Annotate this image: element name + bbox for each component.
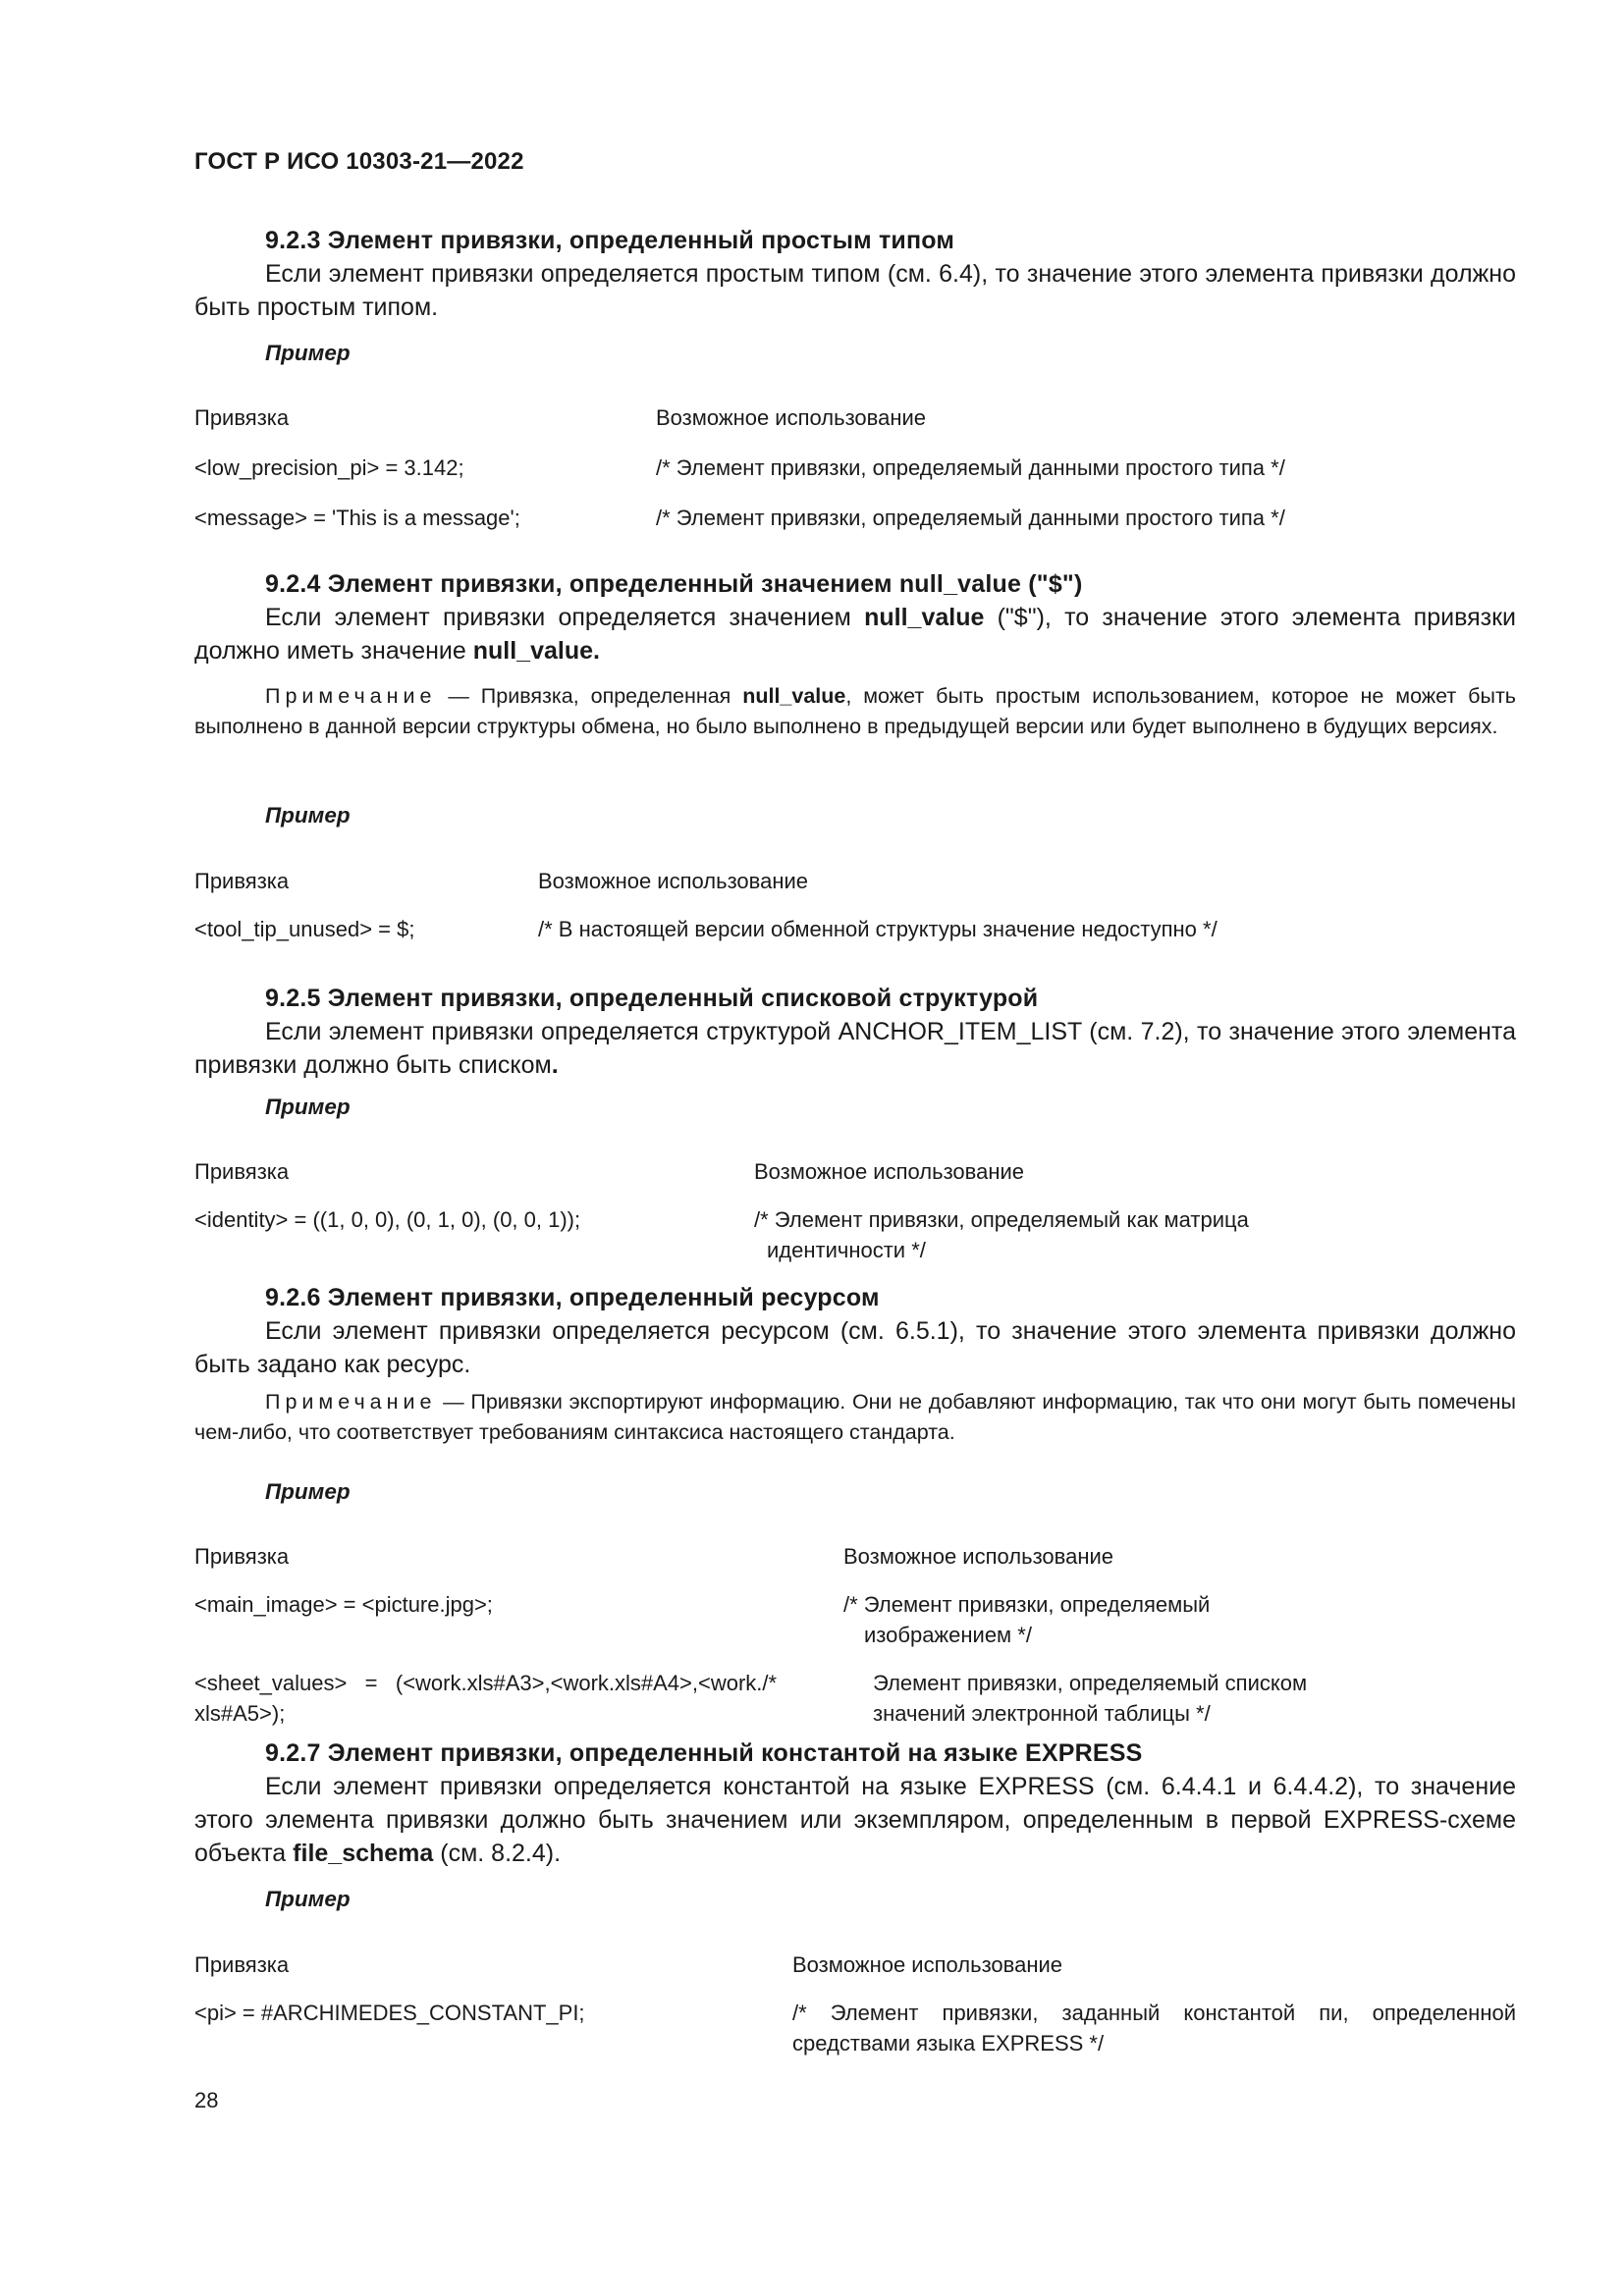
example-label: Пример bbox=[265, 1095, 351, 1119]
section-9-2-5 bbox=[194, 982, 1516, 1082]
anchor-cell: <pi> = #ARCHIMEDES_CONSTANT_PI; bbox=[194, 2001, 585, 2025]
null-value-term: null_value bbox=[864, 604, 985, 631]
table-row bbox=[194, 503, 1516, 533]
note-label: Примечание bbox=[265, 1390, 437, 1414]
table-header-row bbox=[194, 1541, 1516, 1572]
column-header-usage: Возможное использование bbox=[754, 1159, 1024, 1184]
standard-header: ГОСТ Р ИСО 10303-21—2022 bbox=[194, 148, 524, 175]
example-label: Пример bbox=[265, 1887, 351, 1911]
column-header-usage: Возможное использование bbox=[538, 869, 808, 893]
column-header-anchor: Привязка bbox=[194, 1544, 290, 1569]
column-header-usage: Возможное использование bbox=[792, 1952, 1062, 1977]
usage-cell: /* В настоящей версии обменной структуры значение недоступно */ bbox=[538, 917, 1218, 941]
section-paragraph: Если элемент привязки определяется ресурсом (см. 6.5.1), то значение этого элемента привязки должно быть задано как ресурс. bbox=[194, 1317, 1516, 1378]
example-table-9-2-6 bbox=[194, 1541, 1516, 1729]
example-table-9-2-3 bbox=[194, 402, 1516, 533]
column-header-anchor: Привязка bbox=[194, 869, 290, 893]
section-9-2-7 bbox=[194, 1736, 1516, 1870]
table-row bbox=[194, 1204, 1516, 1265]
example-table-9-2-7 bbox=[194, 1949, 1516, 2058]
note-label: Примечание bbox=[265, 684, 437, 708]
table-row bbox=[194, 1589, 1516, 1650]
page-number: 28 bbox=[194, 2088, 219, 2112]
section-title: 9.2.4 Элемент привязки, определенный значением null_value ("$") bbox=[265, 570, 1083, 598]
section-9-2-3 bbox=[194, 224, 1516, 324]
usage-cell: /* Элемент привязки, определяемый данными простого типа */ bbox=[656, 506, 1285, 530]
section-title: 9.2.5 Элемент привязки, определенный списковой структурой bbox=[265, 985, 1039, 1012]
null-value-term: null_value bbox=[742, 684, 846, 708]
anchor-cell: <tool_tip_unused> = $; bbox=[194, 917, 415, 941]
usage-cell: /* Элемент привязки, определяемый данными простого типа */ bbox=[656, 455, 1285, 480]
note-paragraph: Примечание — Привязка, определенная null_value, может быть простым использованием, которое не может быть выполнено в данной версии структуры обмена, но было выполнено в предыдущей версии или будет выполнено в будущих версиях. bbox=[194, 684, 1516, 738]
usage-cell: /* Элемент привязки, определяемый как матрица идентичности */ bbox=[754, 1207, 1249, 1262]
table-header-row bbox=[194, 1949, 1516, 1980]
column-header-anchor: Привязка bbox=[194, 1952, 290, 1977]
section-9-2-4 bbox=[194, 567, 1516, 667]
example-table-9-2-4 bbox=[194, 866, 1516, 944]
anchor-cell: <sheet_values> = (<work.xls#A3>,<work.xls#A4>,<work./* xls#A5>); bbox=[194, 1671, 778, 1726]
example-label: Пример bbox=[265, 1479, 351, 1504]
example-table-9-2-5 bbox=[194, 1156, 1516, 1265]
null-value-term: null_value. bbox=[472, 637, 600, 665]
section-paragraph: Если элемент привязки определяется простым типом (см. 6.4), то значение этого элемента привязки должно быть простым типом. bbox=[194, 260, 1516, 321]
file-schema-term: file_schema bbox=[293, 1840, 434, 1867]
table-header-row bbox=[194, 866, 1516, 896]
table-row bbox=[194, 1668, 1516, 1729]
section-9-2-6 bbox=[194, 1281, 1516, 1381]
column-header-usage: Возможное использование bbox=[843, 1544, 1113, 1569]
anchor-cell: <main_image> = <picture.jpg>; bbox=[194, 1592, 493, 1617]
usage-cell: /* Элемент привязки, определяемый изображением */ bbox=[843, 1592, 1211, 1647]
column-header-usage: Возможное использование bbox=[656, 405, 926, 430]
column-header-anchor: Привязка bbox=[194, 405, 290, 430]
section-title: 9.2.3 Элемент привязки, определенный простым типом bbox=[265, 227, 955, 254]
usage-cell: Элемент привязки, определяемый списком значений электронной таблицы */ bbox=[873, 1671, 1308, 1726]
usage-cell: /* Элемент привязки, заданный константой пи, определенной средствами языка EXPRESS */ bbox=[792, 2001, 1516, 2056]
table-header-row bbox=[194, 402, 1516, 433]
anchor-cell: <message> = 'This is a message'; bbox=[194, 506, 520, 530]
table-header-row bbox=[194, 1156, 1516, 1187]
column-header-anchor: Привязка bbox=[194, 1159, 290, 1184]
example-label: Пример bbox=[265, 341, 351, 365]
table-row bbox=[194, 914, 1516, 944]
section-title: 9.2.6 Элемент привязки, определенный ресурсом bbox=[265, 1284, 880, 1311]
table-row bbox=[194, 1998, 1516, 2058]
section-title: 9.2.7 Элемент привязки, определенный константой на языке EXPRESS bbox=[265, 1739, 1143, 1767]
section-paragraph: Если элемент привязки определяется структурой ANCHOR_ITEM_LIST (см. 7.2), то значение этого элемента привязки должно быть списком. bbox=[194, 1018, 1516, 1079]
note-paragraph: Примечание — Привязки экспортируют информацию. Они не добавляют информацию, так что они могут быть помечены чем-либо, что соответствует требованиям синтаксиса настоящего стандарта. bbox=[194, 1390, 1516, 1444]
table-row bbox=[194, 453, 1516, 483]
section-paragraph: Если элемент привязки определяется значением null_value ("$"), то значение этого элемента привязки должно иметь значение null_value. bbox=[194, 604, 1516, 665]
example-label: Пример bbox=[265, 803, 351, 828]
anchor-cell: <identity> = ((1, 0, 0), (0, 1, 0), (0, 0, 1)); bbox=[194, 1207, 581, 1232]
section-paragraph: Если элемент привязки определяется константой на языке EXPRESS (см. 6.4.4.1 и 6.4.4.2), то значение этого элемента привязки должно быть значением или экземпляром, определенным в первой EXPRESS-схеме объекта file_schema (см. 8.2.4). bbox=[194, 1773, 1516, 1867]
anchor-cell: <low_precision_pi> = 3.142; bbox=[194, 455, 464, 480]
